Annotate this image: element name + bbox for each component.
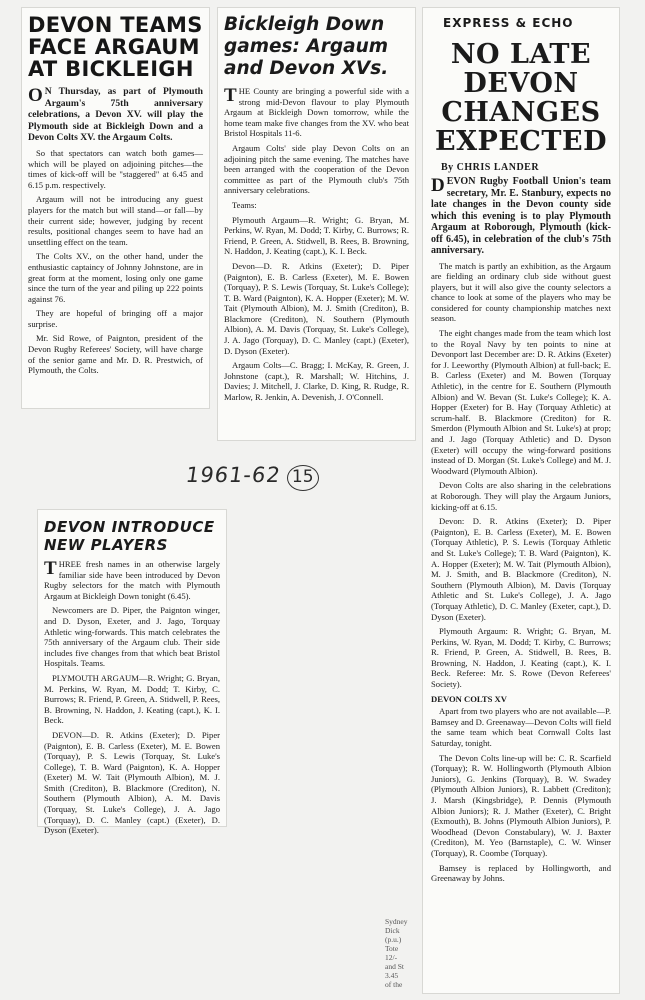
paragraph: So that spectators can watch both games—which will be played on adjoining pitches—the times of kick-off will be "staggered" at 6.45 and 6.15 p.m. respectively.: [28, 147, 203, 190]
article-body: [431, 176, 611, 884]
paragraph: Devon Colts are also sharing in the celebrations at Roborough. They will play the Argaum Juniors, kicking-off at 6.15.: [431, 480, 611, 512]
article-devon-teams-face-argaum: [22, 8, 209, 408]
season-text: 1961-62: [184, 463, 283, 487]
circled-number: 15: [287, 465, 319, 491]
paragraph: Apart from two players who are not available—P. Bamsey and D. Greenaway—Devon Colts will field the same team which beat Cornwall Colts last Saturday, tonight.: [431, 706, 611, 749]
newspaper-masthead: EXPRESS & ECHO: [443, 16, 574, 30]
drop-cap: O: [28, 85, 43, 106]
paragraph: The Colts XV., on the other hand, under the enthusiastic captaincy of Johnny Johnstone, are in great form at the moment, losing only one game since the turn of the year and piling up 222 points against 76.: [28, 251, 203, 304]
drop-cap: T: [224, 85, 237, 106]
headline: DEVON TEAMS FACE ARGAUM AT BICKLEIGH: [28, 13, 203, 81]
headline: NO LATE DEVON CHANGES EXPECTED: [435, 39, 607, 157]
paragraph: Mr. Sid Rowe, of Paignton, president of the Devon Rugby Referees' Society, will have charge of the senior game and Mr. D. R. Prestwich, of Plymouth, the Colts.: [28, 333, 203, 376]
drop-cap: T: [44, 558, 57, 579]
handwritten-date-note: [186, 463, 336, 501]
team-list: Plymouth Argaum: R. Wright; G. Bryan, M. Perkins, W. Ryan, M. Dodd; T. Kirby, C. Burrows; R. Friend, P. Green, A. Stidwell, B. Rees, B. Browning, N. Haddon, J. Keating (capt.), K. I. Beck. Referee: Mr. S. Rowe (Devon Referees' Society).: [431, 626, 611, 690]
subheading: DEVON COLTS XV: [431, 693, 507, 704]
lead-paragraph: DEVON Rugby Football Union's team secretary, Mr. E. Stanbury, expects no late changes in the Devon county side which this evening is to play Plymouth Argaum at Roborough, Plymouth (kick-off 6.45), in celebration of the club's 75th anniversary.: [431, 175, 611, 256]
paragraph: Bamsey is replaced by Hollingworth, and Greenaway by Johns.: [431, 862, 611, 884]
byline: By CHRIS LANDER: [441, 162, 540, 173]
article-bickleigh-down-games: [218, 8, 415, 440]
paragraph: The match is partly an exhibition, as the Argaum are fielding an ordinary club side without guest players, but it will also give the county selectors a chance to look at some of the players who may be considered for county championship matches next season.: [431, 260, 611, 324]
team-list: Plymouth Argaum—R. Wright; G. Bryan, M. Perkins, W. Ryan, M. Dodd; T. Kirby, C. Burrows; R. Friend, P. Green, A. Stidwell, B. Rees, B. Browning, N. Haddon, J. Keating (capt.), K. I. Beck.: [224, 214, 409, 257]
lead-paragraph: THE County are bringing a powerful side with a strong mid-Devon flavour to play Plymouth Argaum at Bickleigh Down tomorrow, while the home team make five changes from the XV. who beat Bristol Hospitals 11-6.: [224, 85, 409, 139]
article-body: [224, 86, 409, 403]
article-devon-introduce-new-players: [38, 510, 226, 836]
drop-cap: D: [431, 175, 445, 196]
article-body: [44, 559, 220, 836]
team-list: The Devon Colts line-up will be: C. R. Scarfield (Torquay); R. W. Hollingworth (Plymouth Albion Juniors), G. Jenkins (Torquay), B. W. Swadey (Plymouth Albion Juniors), R. Labbett (Crediton); J. Marsh (Kingsbridge), P. Dennis (Plymouth Albion Juniors); R. J. Mather (Exeter), C. Bright (Exmouth), B. Johns (Plymouth Albion Juniors), P. Woodhead (Devon Constabulary), W. J. Baxter (Crediton), M. Yeo (Barnstaple), C. W. Winser (Torquay), R. Coombe (Torquay).: [431, 752, 611, 858]
paragraph: Teams:: [232, 199, 257, 210]
paragraph: The eight changes made from the team which lost to the Royal Navy by ten points to nine at Devonport last December are: D. R. Atkins (Exeter) for J. Leeworthy (Plymouth Albion) at full-back; E. B. Carless (Exeter) and M. Bowen (Torquay Athletic), in the centre for E. Southern (Plymouth Albion) and W. Bevan (St. Luke's College); K. A. Hopper (Exeter) for B. Hay (Torquay Athletic) at scrum-half. B. Blackmore (Crediton) for R. Smerdon (Plymouth Albion and St. Luke's) at prop; and J. Jago (Torquay Athletic) and D. Dyson (Exeter) will occupy the wing-forward positions instead of D. Morgan (St. Luke's College) and M. J. Woodward (Plymouth Albion).: [431, 328, 611, 476]
headline: Bickleigh Down games: Argaum and Devon XVs.: [224, 14, 389, 79]
team-list: PLYMOUTH ARGAUM—R. Wright; G. Bryan, M. Perkins, W. Ryan, M. Dodd; T. Kirby, C. Burrows; R. Friend, P. Green, A. Stidwell, P. Rees, B. Browning, N. Haddon, J. Keating (capt.), K. I. Beck.: [44, 672, 220, 726]
team-list: Argaum Colts—C. Bragg; I. McKay, R. Green, J. Johnstone (capt.), R. Marshall; W. Hitchins, J. Davies; J. Mitchell, J. Clarke, D. King, R. Rudge, R. Marlow, R. Jenkin, A. Devenish, J. O'Connell.: [224, 360, 409, 403]
clipping-fragment: Sydney Dick (p.u.) Tote 12/- and St 3.45 of the: [385, 917, 408, 989]
paragraph: Argaum will not be introducing any guest players for the match but will stand—or fall—by their current side; however, judging by recent results, positional changes seem to have had an unsettling effect on the team.: [28, 194, 203, 247]
team-list: Devon: D. R. Atkins (Exeter); D. Piper (Paignton), E. B. Carless (Exeter), M. E. Bowen (Torquay Athletic), P. S. Lewis (Torquay Athletic and St. Luke's College); T. B. Ward (Paignton), K. A. Hopper (Exeter); M. W. Tait (Plymouth Albion), M. J. Smith, and B. Blackmore (Crediton), N. Southern (Plymouth Albion), M. Davis (Torquay Athletic and St. Luke's College), J. A. Jago (Torquay Athletic), D. C. Manley (Exeter, capt.), D. Dyson (Exeter).: [431, 516, 611, 622]
paragraph: Newcomers are D. Piper, the Paignton winger, and D. Dyson, Exeter, and J. Jago, Torquay Athletic wing-forwards. This match celebrates the 75th anniversary of the Argaum club. Their side includes five changes from that which beat Bristol Hospitals. Teams.: [44, 605, 220, 669]
lead-paragraph: O N Thursday, as part of Plymouth Argaum's 75th anniversary celebrations, a Devon XV. will play the Plymouth side at Bickleigh Down and a Devon Colts XV. the Argaum Colts.: [28, 85, 203, 144]
article-no-late-devon-changes: [423, 8, 619, 993]
headline: DEVON INTRODUCE NEW PLAYERS: [44, 518, 215, 554]
team-list: DEVON—D. R. Atkins (Exeter); D. Piper (Paignton), E. B. Carless (Exeter), M. E. Bowen (Torquay), P. S. Lewis (Torquay, St. Luke's College), T. B. Ward (Paignton), K. A. Hopper (Exeter) M. W. Tait (Plymouth Albion), M. J. Smith (Crediton), B. Blackmore (Crediton), N. Southern (Plymouth Albion), A. M. Davis (Torquay, St. Luke's College), J. A. Jago (Torquay), D. C. Manley (capt.) (Exeter), D. Dyson (Exeter).: [44, 729, 220, 836]
article-body: [28, 86, 203, 376]
lead-paragraph: THREE fresh names in an otherwise largely familiar side have been introduced by Devon Rugby selectors for the match with Plymouth Argaum at Bickleigh Down tonight (6.45).: [44, 558, 220, 601]
team-list: Devon—D. R. Atkins (Exeter); D. Piper (Paignton), E. B. Carless (Exeter), M. E. Bowen (Torquay), P. S. Lewis (Torquay, St. Luke's College); T. B. Ward (Paignton), K. A. Hopper (Exeter); M. W. Tait (Plymouth Albion), M. J. Smith (Crediton), B. Blackmore (Crediton), N. Southern (Plymouth Albion), A. M. Davis (Torquay, St. Luke's College), J. A. Jago (Torquay), D. C. Manley (capt.) (Exeter), D. Dyson (Exeter).: [224, 260, 409, 356]
paragraph: Argaum Colts' side play Devon Colts on an adjoining pitch the same evening. The matches have been arranged with the cooperation of the Devon committee as part of the Plymouth club's 75th anniversary celebrations.: [224, 142, 409, 196]
paragraph: They are hopeful of bringing off a major surprise.: [28, 308, 203, 329]
